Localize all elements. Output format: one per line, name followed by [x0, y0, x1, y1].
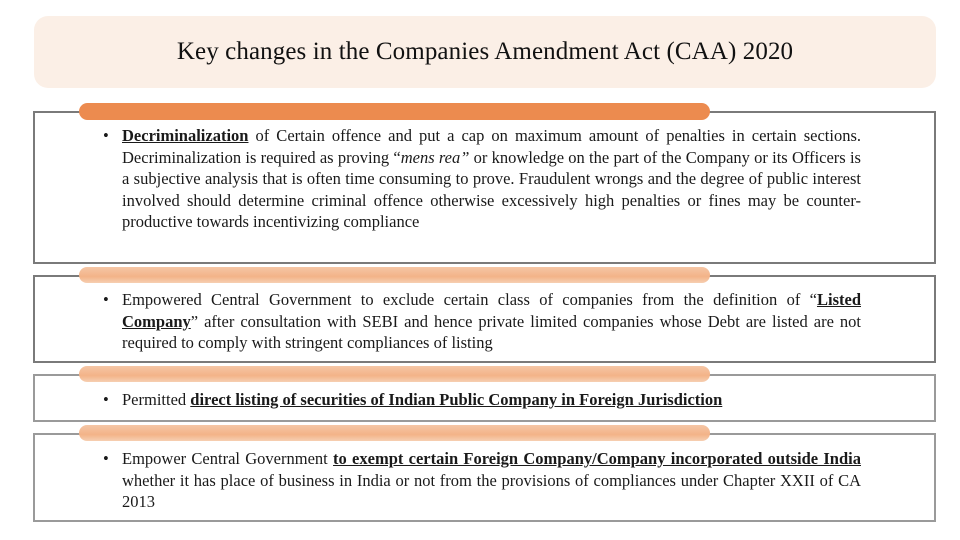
accent-bar-4: [79, 425, 710, 441]
point-1-italic: mens rea”: [400, 147, 470, 167]
point-2-lead: Listed Company: [122, 290, 861, 331]
point-3-body: [122, 389, 861, 411]
point-1-body: [122, 125, 861, 233]
point-3-lead: direct listing of securities of Indian Public Company in Foreign Jurisdiction: [190, 390, 723, 409]
point-1-lead: Decriminalization: [122, 126, 249, 145]
point-1: [103, 125, 861, 233]
point-4-body: [122, 448, 861, 513]
point-4: [103, 448, 861, 513]
slide-title: Key changes in the Companies Amendment Act (CAA) 2020: [176, 38, 794, 65]
point-2-text1: Empowered Central Government to exclude certain class of companies from the definition of “: [122, 290, 817, 309]
point-1-text2: or knowledge on the part of the Company or its Officers is a subjective analysis that is often time consuming to prove. Fraudulent wrongs and the degree of public interest involved should determine criminal offence otherwise excessively high penalties or fines may be counter-productive towards incentivizing compliance: [122, 147, 861, 231]
point-4-lead: to exempt certain Foreign Company/Company incorporated outside India: [333, 449, 861, 468]
point-4-text1: Empower Central Government: [122, 449, 334, 468]
point-2: [103, 289, 861, 354]
accent-bar-1: [79, 103, 710, 120]
point-1-text1: of Certain offence and put a cap on maximum amount of penalties in certain sections. Decriminalization is required as proving “: [122, 126, 861, 167]
bullet-1: •: [103, 126, 109, 145]
bullet-2: •: [103, 290, 109, 309]
accent-bar-3: [79, 366, 710, 382]
point-3-text1: Permitted: [122, 390, 191, 409]
point-4-text2: whether it has place of business in India or not from the provisions of compliances under Chapter XXII of CA 2013: [122, 470, 861, 511]
point-3: [103, 389, 861, 411]
bullet-4: •: [103, 449, 109, 468]
point-2-text2: ” after consultation with SEBI and hence private limited companies whose Debt are listed are not required to comply with stringent compliances of listing: [122, 311, 861, 352]
bullet-3: •: [103, 390, 109, 409]
accent-bar-2: [79, 267, 710, 283]
title-banner: [34, 16, 936, 88]
point-2-body: [122, 289, 861, 354]
